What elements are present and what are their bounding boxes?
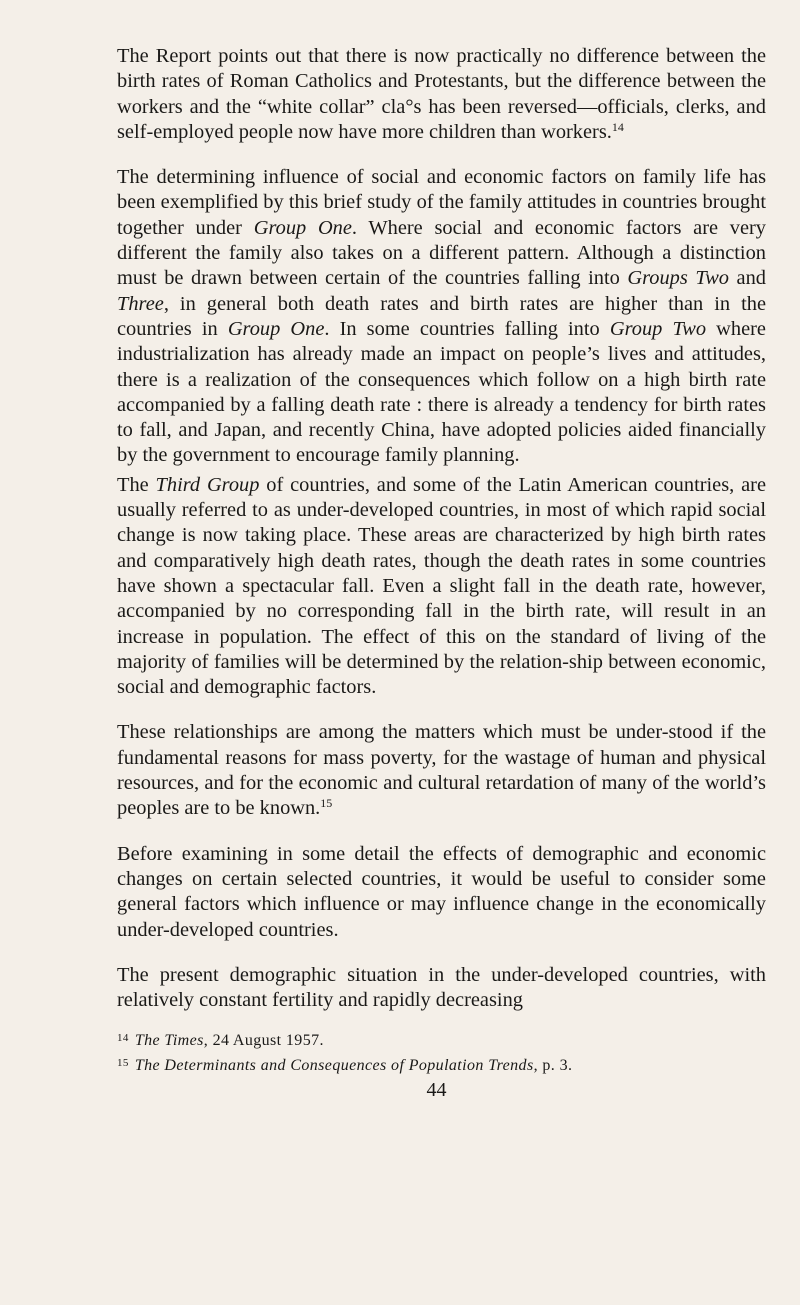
group-one-italic: Group One <box>253 216 352 239</box>
paragraph-text: The Report points out that there is now practically no difference between the birth rates of Roman Catholics and Protestants, but the difference between the workers and the “white collar” cla°s has been reversed—officials, clerks, and self-employed people now have more children than workers. <box>117 45 766 143</box>
footnote-ref: 14 <box>611 119 624 134</box>
third-group-italic: Third Group <box>155 473 260 496</box>
footnote: $^{15}$ The Determinants and Consequences of Population Trends, p. 3. <box>117 1057 573 1075</box>
three-italic: Three <box>117 292 164 315</box>
group-one-italic: Group One <box>227 317 325 340</box>
groups-two-italic: Groups Two <box>627 267 729 290</box>
paragraph-relationships <box>117 720 766 821</box>
paragraph-text: These relationships are among the matters which must be under-stood if the fundamental reasons for mass poverty, for the wastage of human and physical resources, and for the economic and cultural retardation of many of the world’s peoples are to be known. <box>117 721 766 820</box>
footnotes <box>117 1027 766 1077</box>
paragraph-determining-influence: The determining influence of social and economic factors on family life has been exemplified by this brief study of the family attitudes in countries brought together under Group One. Where social and economic factors are very different the family also takes on a different pattern. Although a distinction must be drawn between certain of the countries falling into Groups Two and Three, in general both death rates and birth rates are higher than in the countries in Group One. In some countries falling into Group Two where industrialization has already made an impact on people’s lives and attitudes, there is a realization of the consequences which follow on a high birth rate accompanied by a falling death rate : there is already a tendency for birth rates to fall, and Japan, and recently China, have adopted policies aided financially by the government to encourage family planning. <box>117 166 767 467</box>
footnote-ref: 15 <box>320 796 333 811</box>
paragraph-present-situation: The present demographic situation in the under-developed countries, with relatively constant fertility and rapidly decreasing <box>117 963 766 1012</box>
paragraph-before-examining: Before examining in some detail the effects of demographic and economic changes on certain selected countries, it would be useful to consider some general factors which influence or may influence change in the economically under-developed countries. <box>117 842 766 941</box>
footnote: $^{14}$ The Times, 24 August 1957. <box>117 1032 324 1050</box>
paragraph-third-group: The Third Group of countries, and some of the Latin American countries, are usually referred to as under-developed countries, in most of which rapid social change is now taking place. These areas are characterized by high birth rates and comparatively high death rates, though the death rates in some countries have shown a spectacular fall. Even a slight fall in the death rate, however, accompanied by no corresponding fall in the birth rate, will result in an increase in population. The effect of this on the standard of living of the majority of families will be determined by the relation-ship between economic, social and demographic factors. <box>117 473 766 699</box>
paragraph-report <box>117 44 766 145</box>
page-number: 44 <box>426 1079 447 1102</box>
group-two-italic: Group Two <box>609 317 707 340</box>
